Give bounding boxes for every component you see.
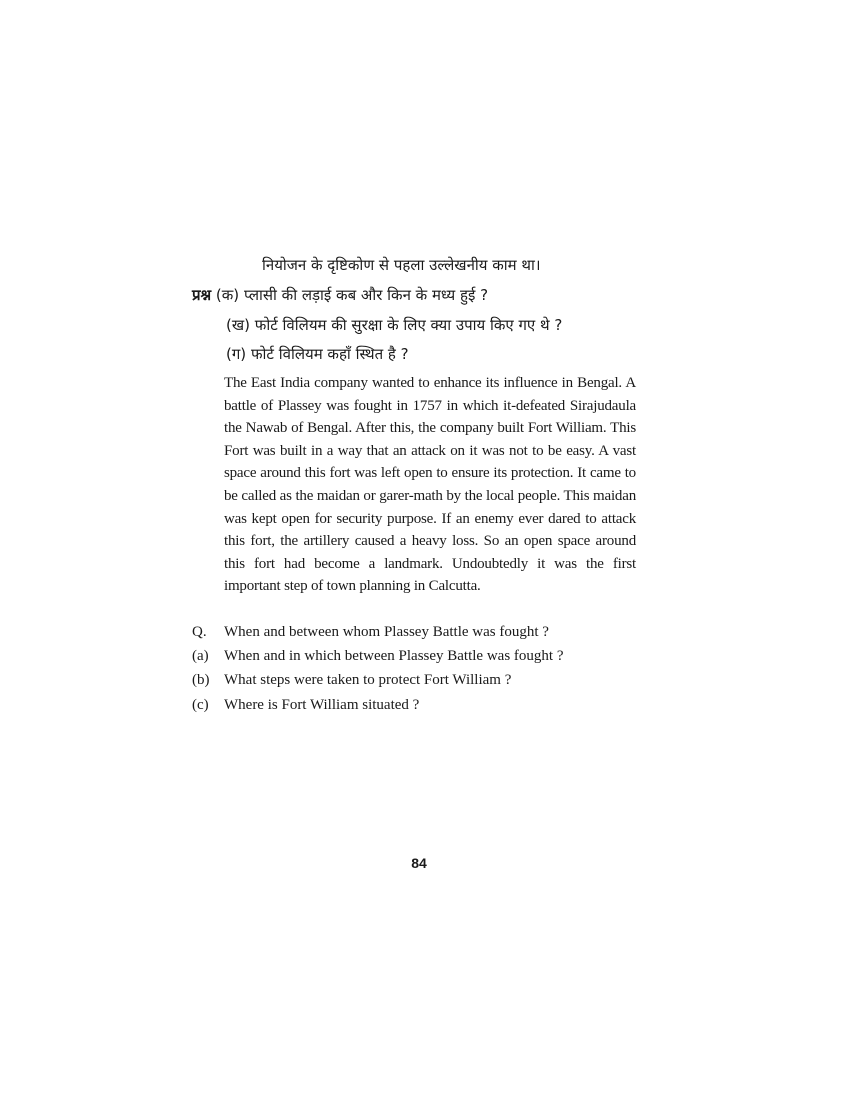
question-marker: (c) [192, 697, 209, 713]
question-marker: (b) [192, 672, 210, 688]
english-question-b [192, 670, 511, 690]
question-b-marker: (ख) [226, 316, 250, 334]
question-text: When and in which between Plassey Battle was fought ? [224, 648, 564, 664]
question-a-text: प्लासी की लड़ाई कब और किन के मध्य हुई ? [243, 286, 489, 304]
hindi-question-a [192, 285, 488, 305]
question-text: What steps were taken to protect Fort William ? [224, 672, 512, 688]
english-question-a [192, 646, 564, 666]
english-question-main [192, 622, 549, 642]
hindi-question-c [226, 344, 409, 364]
question-text: Where is Fort William situated ? [224, 697, 420, 713]
question-label: प्रश्न [192, 286, 212, 304]
question-marker: Q. [192, 624, 207, 640]
hindi-intro-line: नियोजन के दृष्टिकोण से पहला उल्लेखनीय काम था। [262, 256, 541, 274]
question-text: When and between whom Plassey Battle was fought ? [224, 624, 549, 640]
english-question-c [192, 695, 419, 715]
english-paragraph: The East India company wanted to enhance its influence in Bengal. A battle of Plassey was fought in 1757 in which it-defeated Sirajudaula the Nawab of Bengal. After this, the company built Fort William. This Fort was built in a way that an attack on it was not to be easy. A vast space around this fort was left open to ensure its protection. It came to be called as the maidan or garer-math by the local people. This maidan was kept open for security purpose. If an enemy ever dared to attack this fort, the artillery caused a heavy loss. So an open space around this fort had become a landmark. Undoubtedly it was the first important step of town planning in Calcutta. [224, 375, 636, 595]
question-c-marker: (ग) [226, 345, 247, 363]
question-b-text: फोर्ट विलियम की सुरक्षा के लिए क्या उपाय किए गए थे ? [254, 316, 563, 334]
hindi-question-b [226, 315, 562, 335]
question-marker: (a) [192, 648, 209, 664]
page-number: 84 [411, 855, 427, 871]
question-c-text: फोर्ट विलियम कहाँ स्थित है ? [250, 345, 409, 363]
question-a-marker: (क) [215, 286, 240, 304]
